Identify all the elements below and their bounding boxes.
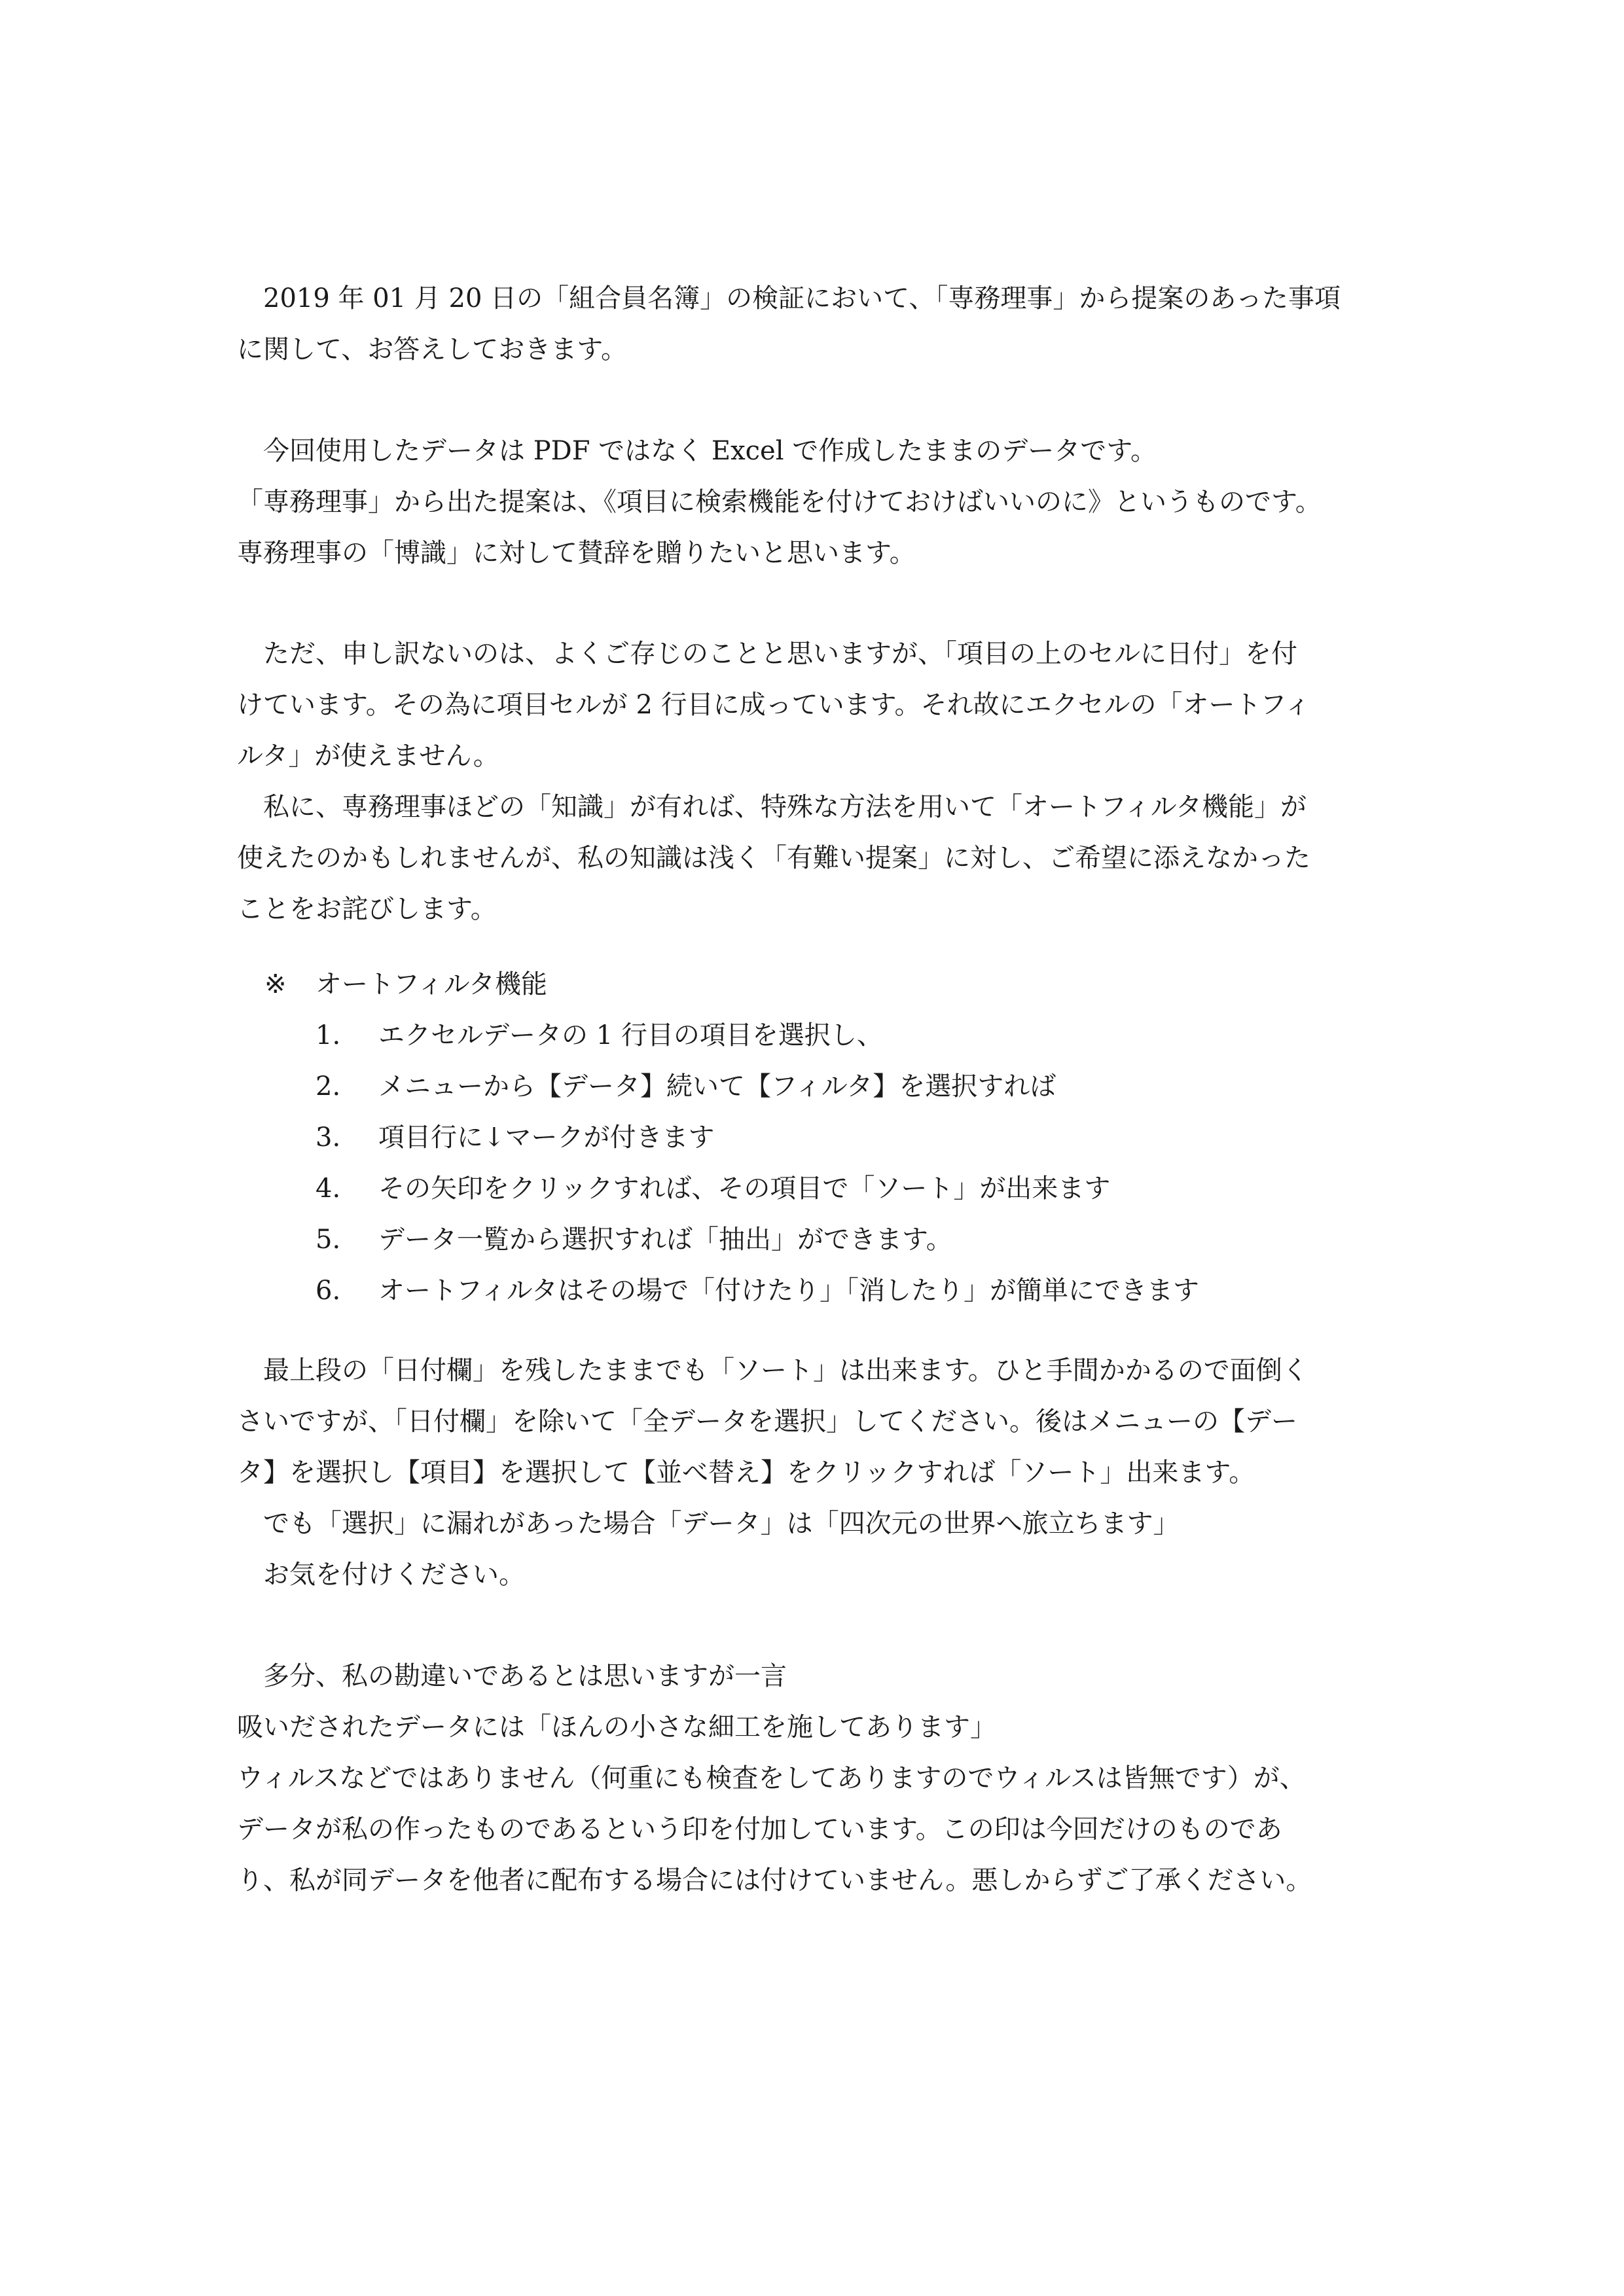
paragraph-line: り、私が同データを他者に配布する場合には付けていません。悪しからずご了承ください。 — [237, 1865, 1312, 1895]
paragraph-line: さいですが、「日付欄」を除いて「全データを選択」してください。後はメニューの【デー — [237, 1407, 1297, 1437]
list-item — [316, 1061, 1409, 1112]
paragraph-2 — [237, 425, 1409, 579]
paragraph-line: 最上段の「日付欄」を残したままでも「ソート」は出来ます。ひと手間かかるので面倒く — [237, 1355, 1308, 1386]
list-item — [316, 1214, 1409, 1265]
paragraph-line: ことをお詫びします。 — [237, 894, 497, 924]
paragraph-line: データが私の作ったものであるという印を付加しています。この印は今回だけのものであ — [237, 1814, 1282, 1844]
list-item-number: 5. — [316, 1225, 341, 1255]
note-heading — [237, 959, 1409, 1010]
list-item-number: 2. — [316, 1071, 341, 1102]
paragraph-line: 「専務理事」から出た提案は、《項目に検索機能を付けておけばいいのに》というものです。 — [237, 487, 1322, 517]
note-reference-mark: ※ — [264, 969, 287, 999]
paragraph-1 — [237, 273, 1409, 375]
list-item-text: エクセルデータの 1 行目の項目を選択し、 — [378, 1020, 883, 1050]
paragraph-line: 吸いだされたデータには「ほんの小さな細工を施してあります」 — [237, 1712, 996, 1742]
paragraph-line: でも「選択」に漏れがあった場合「データ」は「四次元の世界へ旅立ちます」 — [237, 1509, 1180, 1539]
paragraph-line: お気を付けください。 — [237, 1560, 525, 1590]
autofilter-steps-list — [237, 1010, 1409, 1316]
paragraph-line: ただ、申し訳ないのは、よくご存じのことと思いますが、「項目の上のセルに日付」を付 — [237, 639, 1297, 669]
list-item-number: 1. — [316, 1020, 341, 1050]
paragraph-line: 専務理事の「博識」に対して賛辞を贈りたいと思います。 — [237, 538, 916, 568]
list-item-number: 3. — [316, 1122, 341, 1153]
list-item — [316, 1163, 1409, 1214]
list-item-text: データ一覧から選択すれば「抽出」ができます。 — [378, 1225, 952, 1255]
list-item-text: その矢印をクリックすれば、その項目で「ソート」が出来ます — [378, 1174, 1111, 1204]
paragraph-3 — [237, 628, 1409, 935]
paragraph-line: タ】を選択し【項目】を選択して【並べ替え】をクリックすれば「ソート」出来ます。 — [237, 1458, 1255, 1488]
list-item-number: 4. — [316, 1174, 341, 1204]
list-item — [316, 1265, 1409, 1316]
note-title: オートフィルタ機能 — [316, 969, 547, 999]
paragraph-line: 多分、私の勘違いであるとは思いますが一言 — [237, 1661, 787, 1691]
list-item-text: メニューから【データ】続いて【フィルタ】を選択すれば — [378, 1071, 1056, 1102]
paragraph-line: 2019 年 01 月 20 日の「組合員名簿」の検証において、「専務理事」から提案のあった事項 — [237, 283, 1341, 314]
autofilter-note — [237, 959, 1409, 1316]
paragraph-line: 今回使用したデータは PDF ではなく Excel で作成したままのデータです。 — [237, 436, 1157, 466]
list-item-text: オートフィルタはその場で「付けたり」「消したり」が簡単にできます — [378, 1276, 1199, 1306]
paragraph-5 — [237, 1651, 1409, 1906]
paragraph-line: ウィルスなどではありません（何重にも検査をしてありますのでウィルスは皆無です）が、 — [237, 1763, 1306, 1793]
paragraph-4 — [237, 1345, 1409, 1600]
list-item-number: 6. — [316, 1276, 341, 1306]
paragraph-line: 私に、専務理事ほどの「知識」が有れば、特殊な方法を用いて「オートフィルタ機能」が — [237, 792, 1307, 822]
list-item — [316, 1010, 1409, 1061]
paragraph-line: ルタ」が使えません。 — [237, 741, 499, 771]
paragraph-line: に関して、お答えしておきます。 — [237, 334, 627, 365]
list-item — [316, 1112, 1409, 1163]
paragraph-line: けています。その為に項目セルが 2 行目に成っています。それ故にエクセルの「オートフィ — [237, 690, 1311, 720]
paragraph-line: 使えたのかもしれませんが、私の知識は浅く「有難い提案」に対し、ご希望に添えなかった — [237, 843, 1310, 873]
list-item-text: 項目行に↓マークが付きます — [378, 1122, 715, 1153]
